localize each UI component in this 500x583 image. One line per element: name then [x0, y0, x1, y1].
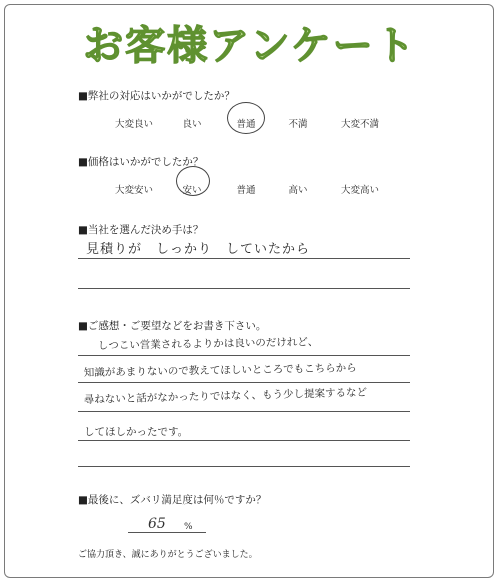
comment-line-1: しつこい営業されるよりかは良いのだけれど、 — [97, 336, 319, 353]
comment-ruled-line — [78, 355, 410, 356]
question-deciding-factor: ■当社を選んだ決め手は？ — [78, 224, 204, 236]
thank-you-message: ご協力頂き、誠にありがとうございました。 — [78, 550, 258, 560]
price-option-expensive[interactable]: 高い — [288, 185, 308, 196]
question-price: ■価格はいかがでしたか？ — [78, 156, 204, 168]
comment-ruled-line — [78, 382, 410, 383]
service-option-normal[interactable]: 普通 — [236, 119, 256, 130]
price-option-very-cheap[interactable]: 大変安い — [114, 185, 154, 196]
price-option-very-expensive[interactable]: 大変高い — [340, 185, 380, 196]
satisfaction-line — [128, 532, 206, 533]
comment-line-3: 尋ねないと話がなかったりではなく、もう少し提案するなど — [83, 386, 368, 407]
answer-line — [78, 258, 410, 259]
question-service: ■弊社の対応はいかがでしたか？ — [78, 90, 235, 102]
service-option-very-good[interactable]: 大変良い — [114, 119, 154, 130]
service-option-good[interactable]: 良い — [182, 119, 202, 130]
service-option-very-dissatisfied[interactable]: 大変不満 — [340, 119, 380, 130]
price-option-cheap[interactable]: 安い — [182, 185, 202, 196]
comment-ruled-line — [78, 440, 410, 441]
service-selection-mark — [227, 102, 265, 134]
question-satisfaction: ■最後に、ズバリ満足度は何％ですか？ — [78, 494, 267, 506]
comment-ruled-line — [78, 411, 410, 412]
comment-ruled-line — [78, 466, 410, 467]
comment-line-2: 知識があまりないので教えてほしいところでもこちらから — [83, 362, 357, 380]
comment-line-4: してほしかったです。 — [84, 426, 189, 438]
satisfaction-unit: % — [184, 522, 193, 532]
survey-title: お客様アンケート — [83, 23, 417, 69]
question-comments: ■ご感想・ご要望などをお書き下さい。 — [78, 320, 267, 332]
price-option-normal[interactable]: 普通 — [236, 185, 256, 196]
service-option-dissatisfied[interactable]: 不満 — [288, 119, 308, 130]
answer-line — [78, 288, 410, 289]
price-selection-mark — [176, 166, 210, 196]
satisfaction-value: 65 — [148, 516, 166, 532]
deciding-factor-answer: 見積りが しっかり していたから — [86, 242, 311, 257]
